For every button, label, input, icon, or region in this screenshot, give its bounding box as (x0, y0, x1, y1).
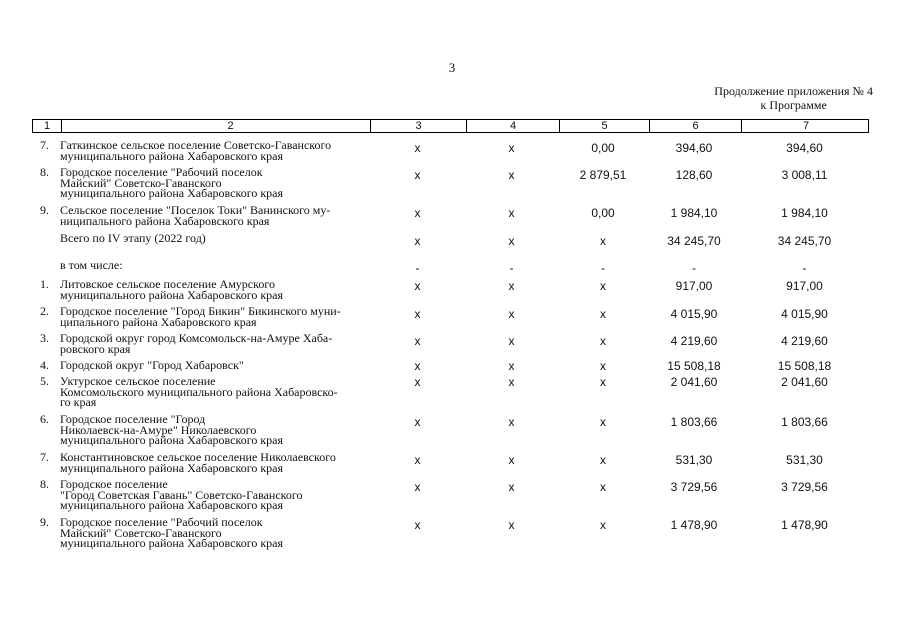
page-number: 3 (448, 60, 456, 75)
cell-c7: 1 984,10 (781, 206, 828, 220)
cell-c6: - (692, 261, 696, 275)
header-col-4: 4 (466, 120, 559, 132)
row-number: 3. (40, 331, 49, 345)
cell-c4: х (508, 279, 515, 293)
cell-c7: 917,00 (786, 279, 823, 293)
cell-c5: х (600, 359, 606, 373)
cell-c4: - (509, 261, 514, 275)
cell-c4: х (508, 453, 515, 467)
row-number: 6. (40, 412, 49, 426)
cell-c3: х (414, 415, 421, 429)
cell-c4: х (508, 480, 515, 494)
header-col-6: 6 (649, 120, 741, 132)
row-name: Константиновское сельское поселение Николаевского муниципального района Хабаровского края (60, 450, 336, 475)
cell-c4: х (508, 206, 515, 220)
row-name: Городское поселение "Город Бикин" Бикинского муни- ципального района Хабаровского края (60, 304, 341, 329)
row-name: Уктурское сельское поселение Комсомольского муниципального района Хабаровско- го края (60, 374, 338, 409)
row-number: 2. (40, 304, 49, 318)
cell-c4: х (508, 334, 515, 348)
row-name: Городское поселение "Город Советская Гавань" Советско-Гаванского муниципального района Хабаровского края (60, 477, 303, 512)
cell-c3: х (414, 141, 421, 155)
appendix-line-2: к Программе (760, 98, 827, 112)
cell-c6: 15 508,18 (667, 359, 721, 373)
cell-c6: 1 984,10 (670, 206, 718, 220)
cell-c5: 0,00 (591, 206, 615, 220)
cell-c5: х (600, 279, 606, 293)
cell-c5: х (600, 375, 606, 389)
cell-c7: 1 803,66 (781, 415, 828, 429)
row-number: 5. (40, 374, 49, 388)
cell-c4: х (508, 168, 515, 182)
cell-c6: 394,60 (675, 141, 713, 155)
cell-c4: х (508, 375, 515, 389)
row-number: 1. (40, 277, 49, 291)
cell-c3: х (414, 375, 421, 389)
row-number: 8. (40, 165, 49, 179)
row-number: 7. (40, 450, 49, 464)
cell-c6: 3 729,56 (670, 480, 718, 494)
row-name: Городское поселение "Город Николаевск-на-Амуре" Николаевского муниципального района Хабаровского края (60, 412, 284, 447)
row-number: 7. (40, 138, 49, 152)
row-name: Городской округ "Город Хабаровск" (60, 358, 244, 372)
cell-c3: х (414, 480, 421, 494)
cell-c6: 1 478,90 (670, 518, 718, 532)
cell-c6: 34 245,70 (667, 234, 721, 248)
cell-c3: х (414, 518, 421, 532)
cell-c3: х (414, 206, 421, 220)
cell-c4: х (508, 141, 515, 155)
cell-c7: 4 219,60 (781, 334, 828, 348)
cell-c3: х (414, 453, 421, 467)
cell-c3: - (415, 261, 420, 275)
cell-c7: 531,30 (786, 453, 823, 467)
row-name: Городской округ город Комсомольск-на-Амуре Хаба- ровского края (60, 331, 333, 356)
cell-c4: х (508, 518, 515, 532)
cell-c5: х (600, 480, 606, 494)
cell-c7: 4 015,90 (781, 307, 828, 321)
cell-c5: х (600, 415, 606, 429)
row-name: Всего по IV этапу (2022 год) (60, 231, 206, 245)
cell-c4: х (508, 234, 515, 248)
row-number: 4. (40, 358, 49, 372)
row-name: Литовское сельское поселение Амурского муниципального района Хабаровского края (60, 277, 284, 302)
cell-c7: 34 245,70 (777, 234, 832, 248)
cell-c5: х (600, 518, 606, 532)
cell-c7: 3 008,11 (781, 168, 828, 182)
cell-c5: х (600, 307, 606, 321)
cell-c7: 2 041,60 (781, 375, 828, 389)
cell-c6: 128,60 (675, 168, 713, 182)
cell-c3: х (414, 307, 421, 321)
row-number: 9. (40, 515, 49, 529)
cell-c6: 531,30 (675, 453, 713, 467)
row-name: Городское поселение "Рабочий поселок Майский" Советско-Гаванского муниципального района Хабаровского края (60, 515, 284, 550)
cell-c6: 917,00 (675, 279, 713, 293)
cell-c3: х (414, 234, 421, 248)
cell-c6: 1 803,66 (670, 415, 718, 429)
cell-c7: - (802, 261, 807, 275)
cell-c3: х (414, 334, 421, 348)
cell-c6: 4 219,60 (670, 334, 718, 348)
header-col-7: 7 (741, 120, 870, 132)
cell-c3: х (414, 359, 421, 373)
row-number: 9. (40, 203, 49, 217)
cell-c7: 1 478,90 (781, 518, 828, 532)
row-name: в том числе: (60, 258, 123, 272)
header-col-3: 3 (370, 120, 466, 132)
cell-c5: х (600, 453, 606, 467)
row-name: Гаткинское сельское поселение Советско-Гаванского муниципального района Хабаровского края (60, 138, 332, 163)
cell-c5: 2 879,51 (579, 168, 627, 182)
header-col-2: 2 (61, 120, 399, 132)
cell-c3: х (414, 168, 421, 182)
row-name: Городское поселение "Рабочий поселок Майский" Советско-Гаванского муниципального района Хабаровского края (60, 165, 284, 200)
cell-c7: 3 729,56 (781, 480, 828, 494)
cell-c4: х (508, 359, 515, 373)
cell-c5: 0,00 (591, 141, 615, 155)
cell-c5: х (600, 234, 606, 248)
cell-c7: 15 508,18 (777, 359, 832, 373)
row-name: Сельское поселение "Поселок Токи" Ванинского му- ниципального района Хабаровского края (60, 203, 331, 228)
cell-c3: х (414, 279, 421, 293)
appendix-line-1: Продолжение приложения № 4 (714, 84, 873, 98)
row-number: 8. (40, 477, 49, 491)
cell-c6: 2 041,60 (670, 375, 718, 389)
cell-c6: 4 015,90 (670, 307, 718, 321)
cell-c7: 394,60 (786, 141, 823, 155)
cell-c5: - (601, 261, 605, 275)
cell-c4: х (508, 415, 515, 429)
header-col-5: 5 (559, 120, 649, 132)
cell-c4: х (508, 307, 515, 321)
cell-c5: х (600, 334, 606, 348)
header-col-1: 1 (43, 120, 51, 132)
